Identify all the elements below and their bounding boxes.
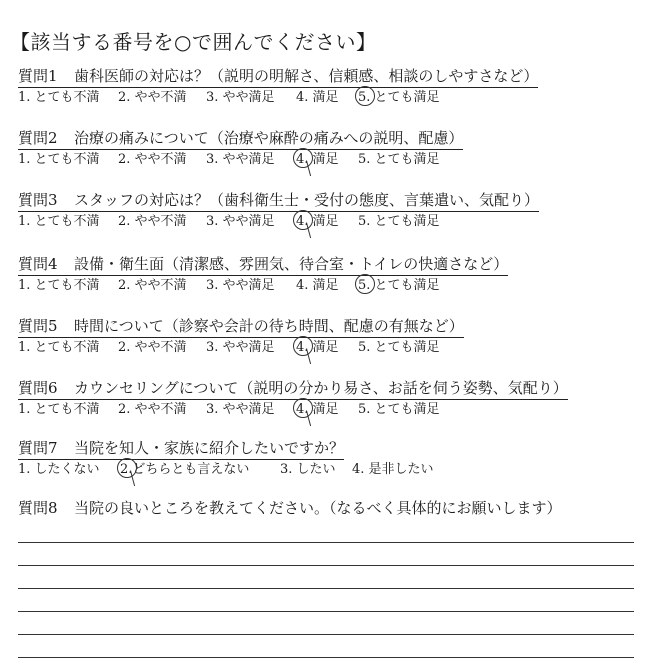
answer-line[interactable] <box>18 543 634 566</box>
option-4-selected[interactable]: 4. 満足 <box>296 152 358 168</box>
answer-line[interactable] <box>18 566 634 589</box>
answer-options <box>18 214 638 230</box>
question-number: 質問7 <box>18 439 58 457</box>
question-text: 当院の良いところを教えてください。（なるべく具体的にお願いします） <box>74 499 562 517</box>
option-5[interactable]: 5. とても満足 <box>358 152 440 167</box>
question-number: 質問5 <box>18 317 58 335</box>
option-5[interactable]: 5. とても満足 <box>358 214 440 229</box>
answer-line[interactable] <box>18 520 634 543</box>
option-1[interactable]: 1. とても不満 <box>18 90 100 105</box>
answer-options <box>18 402 638 418</box>
answer-options <box>18 152 638 168</box>
question-number: 質問3 <box>18 191 58 209</box>
option-1[interactable]: 1. とても不満 <box>18 214 100 229</box>
option-4-selected[interactable]: 4. 満足 <box>296 402 358 418</box>
option-2[interactable]: 2. やや不満 <box>118 278 187 293</box>
question-text: カウンセリングについて（説明の分かり易さ、お話を伺う姿勢、気配り） <box>74 379 568 397</box>
option-1[interactable]: 1. とても不満 <box>18 278 100 293</box>
answer-options <box>18 90 638 106</box>
option-4[interactable]: 4. 満足 <box>296 278 339 293</box>
option-4-selected[interactable]: 4. 満足 <box>296 340 358 356</box>
question-6 <box>18 378 638 418</box>
question-8 <box>18 498 638 518</box>
option-5-selected[interactable]: 5. とても満足 <box>358 90 440 106</box>
answer-options <box>18 462 638 478</box>
answer-line[interactable] <box>18 612 634 635</box>
option-3[interactable]: 3. やや満足 <box>206 90 275 105</box>
option-5[interactable]: 5. とても満足 <box>358 402 440 417</box>
answer-options <box>18 278 638 294</box>
option-2[interactable]: 2. やや不満 <box>118 340 187 355</box>
question-text: 治療の痛みについて（治療や麻酔の痛みへの説明、配慮） <box>74 129 464 147</box>
question-4 <box>18 254 638 294</box>
option-5-selected[interactable]: 5. とても満足 <box>358 278 440 294</box>
option-2[interactable]: 2. やや不満 <box>118 90 187 105</box>
question-number: 質問2 <box>18 129 58 147</box>
option-2[interactable]: 2. やや不満 <box>118 152 187 167</box>
option-3[interactable]: 3. やや満足 <box>206 152 275 167</box>
question-1 <box>18 66 638 106</box>
question-3 <box>18 190 638 230</box>
option-3[interactable]: 3. したい <box>280 462 336 477</box>
option-1[interactable]: 1. とても不満 <box>18 402 100 417</box>
question-5 <box>18 316 638 356</box>
option-4-selected[interactable]: 4. 満足 <box>296 214 358 230</box>
option-1[interactable]: 1. とても不満 <box>18 152 100 167</box>
question-text: 時間について（診察や会計の待ち時間、配慮の有無など） <box>74 317 464 335</box>
option-1[interactable]: 1. とても不満 <box>18 340 100 355</box>
selection-circle <box>355 86 375 106</box>
question-number: 質問1 <box>18 67 58 85</box>
selection-circle <box>355 274 375 294</box>
option-3[interactable]: 3. やや満足 <box>206 214 275 229</box>
option-5[interactable]: 5. とても満足 <box>358 340 440 355</box>
option-3[interactable]: 3. やや満足 <box>206 340 275 355</box>
question-7 <box>18 438 638 478</box>
answer-options <box>18 340 638 356</box>
question-number: 質問4 <box>18 255 58 273</box>
answer-line[interactable] <box>18 589 634 612</box>
option-2[interactable]: 2. やや不満 <box>118 214 187 229</box>
option-4[interactable]: 4. 是非したい <box>352 462 434 477</box>
option-2[interactable]: 2. やや不満 <box>118 402 187 417</box>
option-3[interactable]: 3. やや満足 <box>206 402 275 417</box>
option-2-selected[interactable]: 2.どちらとも言えない <box>120 462 280 478</box>
option-3[interactable]: 3. やや満足 <box>206 278 275 293</box>
option-1[interactable]: 1. したくない <box>18 462 100 477</box>
question-text: 歯科医師の対応は？（説明の明解さ、信頼感、相談のしやすさなど） <box>74 67 539 85</box>
question-text: スタッフの対応は？（歯科衛生士・受付の態度、言葉遣い、気配り） <box>74 191 540 209</box>
option-4[interactable]: 4. 満足 <box>296 90 339 105</box>
question-text: 設備・衛生面（清潔感、雰囲気、待合室・トイレの快適さなど） <box>74 255 509 273</box>
question-number: 質問8 <box>18 499 58 517</box>
question-number: 質問6 <box>18 379 58 397</box>
answer-line[interactable] <box>18 635 634 658</box>
answer-lines[interactable] <box>18 520 634 658</box>
question-2 <box>18 128 638 168</box>
form-header: 【該当する番号を○で囲んでください】 <box>10 30 377 54</box>
question-text: 当院を知人・家族に紹介したいですか？ <box>74 439 345 457</box>
